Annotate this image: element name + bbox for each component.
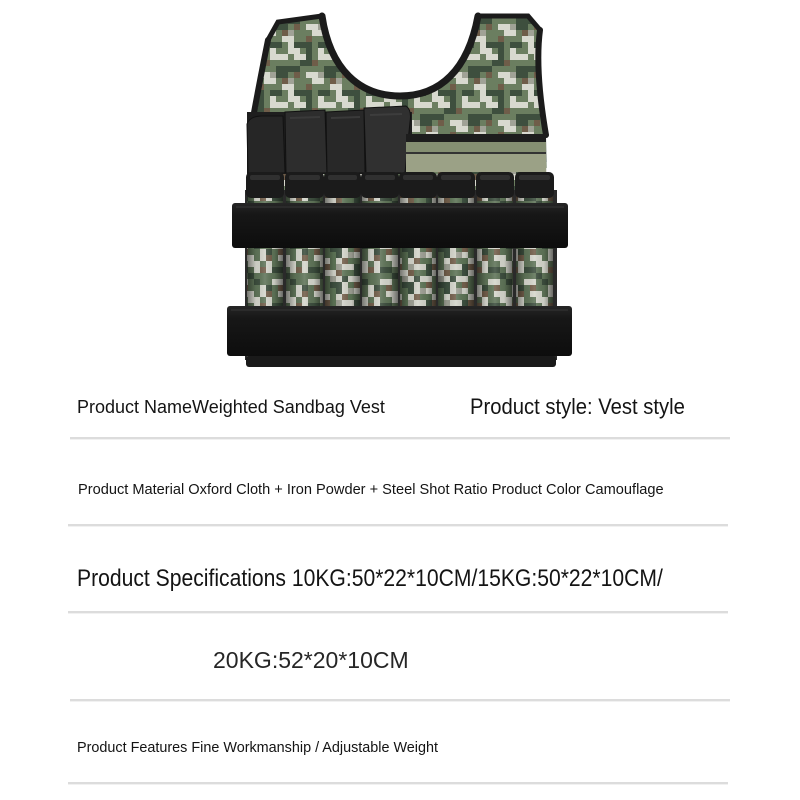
weight-pouch-cap-highlight	[441, 175, 471, 180]
divider	[70, 437, 730, 439]
product-specifications-continued: 20KG:52*20*10CM	[213, 647, 409, 673]
chest-pocket	[406, 134, 546, 172]
weight-pouch-cap-highlight	[328, 175, 357, 180]
product-photo	[0, 0, 800, 380]
weight-pouch-cap-highlight	[519, 175, 550, 180]
product-features-text: Product Features Fine Workmanship / Adjustable Weight	[77, 740, 439, 756]
divider	[68, 782, 728, 784]
weight-pouch-cap-highlight	[480, 175, 510, 180]
weight-pouch-cap-highlight	[365, 175, 395, 180]
bottom-binding	[246, 356, 556, 367]
product-style-label: Product style: Vest style	[470, 394, 685, 419]
lower-strap	[227, 306, 572, 356]
weight-pouch-cap-highlight	[289, 175, 320, 180]
divider	[68, 611, 728, 613]
front-flap-pockets	[247, 106, 412, 174]
product-specifications-label: Product Specifications 10KG:50*22*10CM/15KG:50*22*10CM/	[77, 565, 663, 592]
product-style-text	[470, 396, 704, 418]
product-specifications-text	[77, 567, 743, 591]
weight-pouch-cap-highlight	[250, 175, 280, 180]
product-name-text: Product NameWeighted Sandbag Vest	[77, 397, 385, 417]
product-material-text: Product Material Oxford Cloth + Iron Powder + Steel Shot Ratio Product Color Camouflage	[78, 482, 664, 498]
weight-pouch-cap-highlight	[403, 175, 433, 180]
upper-strap	[232, 203, 568, 248]
divider	[68, 524, 728, 526]
divider	[70, 699, 730, 701]
